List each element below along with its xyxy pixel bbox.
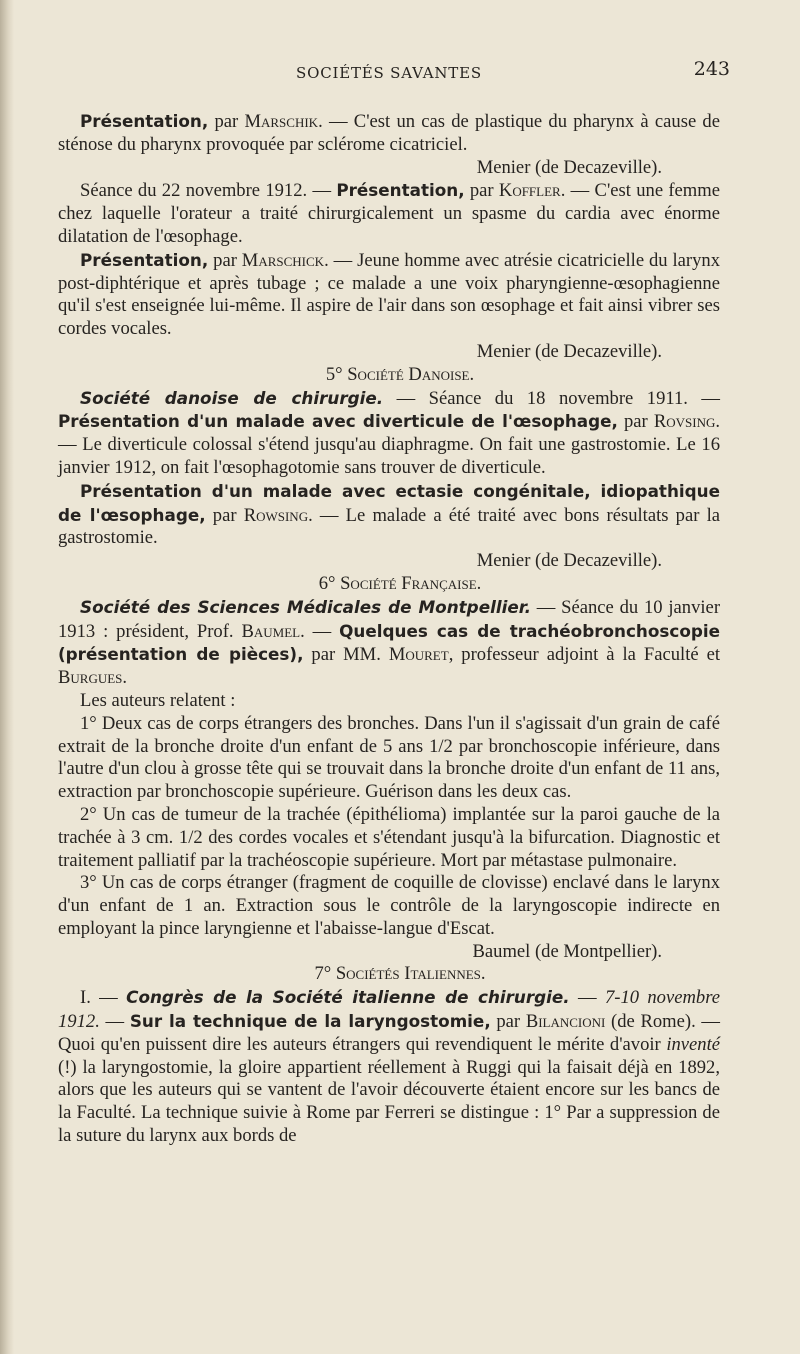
text-run: Les auteurs relatent :	[80, 689, 236, 711]
text-run: Burgues	[58, 667, 123, 689]
text-run: , professeur adjoint à la Faculté et	[448, 644, 720, 666]
text-run: . — Le diverticule colossal s'étend jusqu'au diaphragme. On fait une gastrostomie. Le 16 janvier 1912, on fait l'œsophagotomie sans trouver de diverticule.	[58, 411, 720, 478]
text-run: . — Le malade a été traité avec bons résultats par la gastrostomie.	[58, 504, 720, 549]
text-run: Marschick	[241, 249, 325, 271]
text-run: 2° Un cas de tumeur de la trachée (épithélioma) implantée sur la paroi gauche de la trachée à 3 cm. 1/2 des cordes vocales et s'étendant jusqu'à la bifurcation. Diagnostic et traitement palliatif par la trachéoscopie supérieure. Mort par métastase pulmonaire.	[58, 803, 720, 871]
page-number: 243	[693, 58, 730, 80]
text-run: par	[208, 111, 245, 132]
text-run: Présentation,	[336, 180, 465, 201]
text-run: Koffler	[498, 180, 561, 202]
text-run: . —	[300, 620, 340, 642]
text-run: .	[122, 667, 128, 689]
text-run: par	[208, 249, 242, 271]
text-run: Congrès de la Société italienne de chirurgie.	[126, 987, 570, 1008]
text-run: Présentation,	[80, 111, 209, 131]
paragraph	[58, 872, 720, 963]
page-edge-shadow	[0, 0, 14, 1354]
author-signature: Menier (de Decazeville).	[476, 156, 662, 178]
text-run: Marschik	[244, 111, 319, 132]
document-page	[58, 58, 730, 1148]
text-run: Rovsing	[653, 411, 716, 433]
section-heading: 7° Sociétés Italiennes.	[314, 963, 486, 985]
text-run: . — Jeune homme avec atrésie cicatricielle du larynx post-diphtérique et après tubage ; ce malade a une voix pharyngienne-œsophagienne qu'il s'est enseignée lui-même. Il aspire de l'air dans son œsophage et fait ainsi vibrer ses cordes vocales.	[58, 249, 720, 340]
text-run: Sur la technique de la laryngostomie,	[129, 1011, 491, 1032]
paragraph	[58, 690, 720, 713]
text-run: par	[617, 411, 654, 433]
text-run: (!) la laryngostomie, la gloire appartient réellement à Ruggi qui la faisait déjà en 1892, alors que les auteurs qui se vantent de l'avoir découverte étaient encore sur les bancs de la Faculté. La technique suivie à Rome par Ferreri se distingue : 1° Par a suppression de la suture du larynx aux bords de	[58, 1056, 720, 1147]
author-signature: Menier (de Decazeville).	[476, 340, 662, 362]
running-title: SOCIÉTÉS SAVANTES	[296, 64, 482, 82]
text-run: —	[569, 987, 605, 1009]
paragraph	[58, 713, 720, 804]
text-run: Société des Sciences Médicales de Montpellier.	[80, 596, 531, 617]
text-run: Société danoise de chirurgie.	[80, 387, 384, 408]
text-run: Baumel	[241, 620, 301, 642]
text-run: Quelques cas de trachéobronchoscopie (présentation de pièces),	[58, 620, 720, 665]
section-heading: 6° Société Française.	[318, 572, 482, 594]
text-run: I. —	[80, 987, 127, 1009]
paragraph	[58, 596, 720, 690]
text-run: (de Rome). — Quoi qu'en puissent dire les auteurs étrangers qui revendiquent le mérite d'avoir	[58, 1011, 721, 1055]
running-header	[58, 58, 730, 92]
paragraph	[58, 110, 720, 179]
text-run: Bilancioni	[525, 1011, 606, 1033]
text-run: Présentation d'un malade avec diverticule de l'œsophage,	[58, 411, 618, 432]
text-run: par MM.	[303, 644, 389, 666]
author-signature: Baumel (de Montpellier).	[472, 940, 662, 962]
text-run: 7-10 novembre 1912.	[58, 987, 720, 1033]
text-run: 3° Un cas de corps étranger (fragment de coquille de clovisse) enclavé dans le larynx d'un enfant de 1 an. Extraction sous le contrôle de la laryngoscopie indirecte en employant la pince laryngienne et l'abaisse-langue d'Escat.	[58, 872, 720, 939]
paragraph	[58, 179, 720, 248]
text-run: Mouret	[388, 644, 449, 666]
text-run: . — C'est une femme chez laquelle l'orateur a traité chirurgicalement un spasme du cardia avec énorme dilatation de l'œsophage.	[58, 180, 720, 247]
text-run: — Séance du 18 novembre 1911. —	[383, 387, 721, 409]
text-run: — Séance du 10 janvier 1913 : président, Prof.	[58, 596, 721, 642]
paragraph	[58, 986, 720, 1148]
text-run: . — C'est un cas de plastique du pharynx à cause de sténose du pharynx provoquée par sclérome cicatriciel.	[58, 111, 720, 155]
author-signature: Menier (de Decazeville).	[476, 550, 662, 572]
paragraph	[58, 480, 720, 573]
body-text	[58, 110, 720, 1148]
text-run: Séance du 22 novembre 1912. —	[80, 180, 337, 202]
text-run: Rowsing	[243, 504, 309, 526]
text-run: Présentation d'un malade avec ectasie congénitale, idiopathique de l'œsophage,	[58, 480, 720, 525]
paragraph	[58, 249, 720, 364]
section-heading: 5° Société Danoise.	[325, 363, 475, 385]
paragraph	[58, 387, 720, 480]
text-run: —	[99, 1011, 130, 1033]
text-run: Présentation,	[80, 249, 209, 270]
text-run: par	[490, 1011, 526, 1033]
text-run: inventé	[666, 1033, 720, 1055]
text-run: par	[464, 180, 499, 202]
text-run: par	[205, 504, 244, 526]
text-run: 1° Deux cas de corps étrangers des bronches. Dans l'un il s'agissait d'un grain de café extrait de la bronche droite d'un enfant de 5 ans 1/2 par bronchoscopie inférieure, dans l'autre d'un clou à grosse tête qui se trouvait dans la bronche droite d'un enfant de 11 ans, extraction par bronchoscopie supérieure. Guérison dans les deux cas.	[58, 712, 720, 803]
paragraph	[58, 804, 720, 872]
